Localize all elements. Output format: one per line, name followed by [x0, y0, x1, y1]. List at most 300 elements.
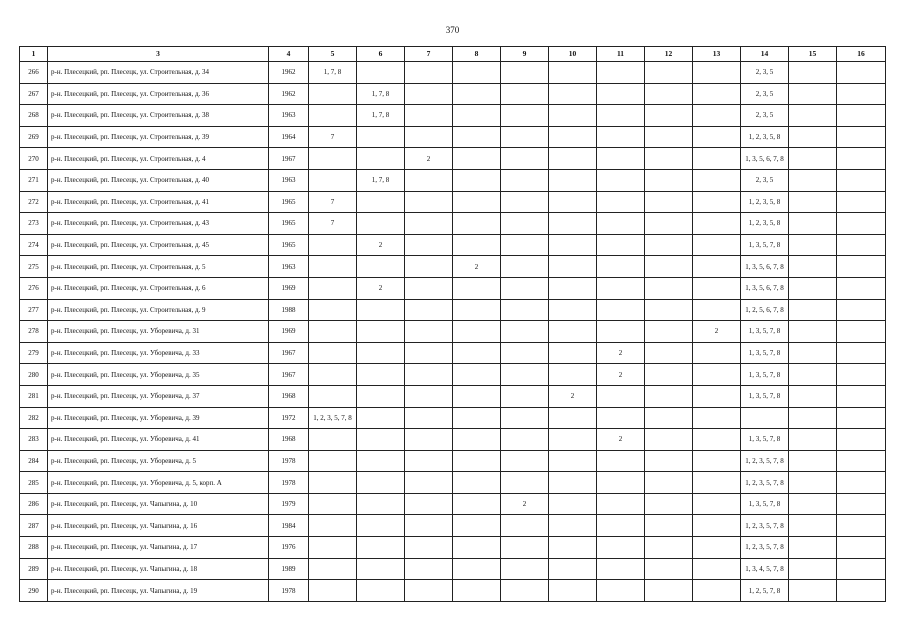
table-cell: [837, 493, 886, 515]
table-cell: [501, 342, 549, 364]
table-row: [20, 277, 886, 299]
table-cell: [837, 126, 886, 148]
table-cell: [357, 515, 405, 537]
table-cell: [309, 299, 357, 321]
table-cell: [501, 213, 549, 235]
table-cell: [645, 277, 693, 299]
table-cell: [645, 169, 693, 191]
address-cell: р-н. Плесецкий, рп. Плесецк, ул. Чапыгина, д. 10: [48, 493, 269, 515]
table-cell: 1963: [269, 169, 309, 191]
table-row: [20, 148, 886, 170]
table-cell: 1, 2, 3, 5, 7, 8: [741, 537, 789, 559]
table-cell: [645, 234, 693, 256]
table-cell: [789, 537, 837, 559]
table-cell: 1965: [269, 234, 309, 256]
table-cell: [405, 126, 453, 148]
table-cell: [597, 299, 645, 321]
table-cell: [453, 83, 501, 105]
table-cell: [405, 558, 453, 580]
table-cell: [597, 493, 645, 515]
table-cell: [501, 234, 549, 256]
table-cell: [549, 493, 597, 515]
address-cell: р-н. Плесецкий, рп. Плесецк, ул. Уборевича, д. 5: [48, 450, 269, 472]
address-cell: р-н. Плесецкий, рп. Плесецк, ул. Строительная, д. 4: [48, 148, 269, 170]
table-cell: 1967: [269, 364, 309, 386]
table-cell: [357, 148, 405, 170]
column-header: 6: [357, 47, 405, 62]
table-cell: 273: [20, 213, 48, 235]
table-cell: [405, 321, 453, 343]
table-cell: [645, 580, 693, 602]
table-cell: [453, 450, 501, 472]
address-cell: р-н. Плесецкий, рп. Плесецк, ул. Уборевича, д. 37: [48, 385, 269, 407]
table-cell: [549, 515, 597, 537]
table-cell: 1, 3, 5, 7, 8: [741, 429, 789, 451]
address-cell: р-н. Плесецкий, рп. Плесецк, ул. Уборевича, д. 31: [48, 321, 269, 343]
table-cell: [789, 299, 837, 321]
table-cell: [453, 126, 501, 148]
table-cell: 1, 7, 8: [309, 62, 357, 84]
table-cell: 7: [309, 126, 357, 148]
table-cell: [405, 191, 453, 213]
table-cell: 7: [309, 213, 357, 235]
table-cell: [645, 321, 693, 343]
table-cell: [693, 342, 741, 364]
table-row: [20, 321, 886, 343]
table-cell: [309, 493, 357, 515]
table-cell: [549, 580, 597, 602]
table-cell: [597, 213, 645, 235]
table-cell: [357, 321, 405, 343]
table-cell: [453, 537, 501, 559]
column-header: 9: [501, 47, 549, 62]
table-cell: [693, 537, 741, 559]
table-cell: [309, 385, 357, 407]
address-cell: р-н. Плесецкий, рп. Плесецк, ул. Строительная, д. 6: [48, 277, 269, 299]
table-row: [20, 169, 886, 191]
table-cell: [453, 429, 501, 451]
table-cell: [549, 558, 597, 580]
table-cell: [357, 407, 405, 429]
table-cell: 1962: [269, 83, 309, 105]
table-cell: [405, 450, 453, 472]
table-cell: [837, 277, 886, 299]
table-cell: 276: [20, 277, 48, 299]
table-cell: [501, 385, 549, 407]
table-cell: [645, 515, 693, 537]
table-cell: 1967: [269, 148, 309, 170]
table-cell: [405, 364, 453, 386]
table-cell: 1969: [269, 277, 309, 299]
table-cell: 7: [309, 191, 357, 213]
table-cell: 1, 2, 3, 5, 8: [741, 191, 789, 213]
table-cell: 277: [20, 299, 48, 321]
address-cell: р-н. Плесецкий, рп. Плесецк, ул. Чапыгина, д. 19: [48, 580, 269, 602]
table-body: [20, 62, 886, 602]
table-cell: 271: [20, 169, 48, 191]
table-cell: 1965: [269, 213, 309, 235]
address-cell: р-н. Плесецкий, рп. Плесецк, ул. Строительная, д. 41: [48, 191, 269, 213]
table-cell: [501, 321, 549, 343]
table-cell: [357, 364, 405, 386]
table-cell: [357, 256, 405, 278]
table-cell: [597, 385, 645, 407]
table-cell: [549, 299, 597, 321]
table-cell: [693, 580, 741, 602]
table-cell: 266: [20, 62, 48, 84]
address-cell: р-н. Плесецкий, рп. Плесецк, ул. Уборевича, д. 5, корп. А: [48, 472, 269, 494]
table-cell: 1978: [269, 450, 309, 472]
table-cell: [789, 126, 837, 148]
table-cell: [453, 493, 501, 515]
table-cell: [453, 558, 501, 580]
table-row: [20, 385, 886, 407]
table-cell: [597, 191, 645, 213]
table-cell: [357, 342, 405, 364]
table-cell: [357, 126, 405, 148]
column-header: 14: [741, 47, 789, 62]
table-cell: 1968: [269, 429, 309, 451]
table-cell: [309, 105, 357, 127]
table-cell: [549, 321, 597, 343]
address-cell: р-н. Плесецкий, рп. Плесецк, ул. Уборевича, д. 41: [48, 429, 269, 451]
table-cell: [357, 299, 405, 321]
column-header: 15: [789, 47, 837, 62]
table-cell: [645, 62, 693, 84]
table-cell: [357, 558, 405, 580]
table-cell: 280: [20, 364, 48, 386]
column-header: 11: [597, 47, 645, 62]
table-cell: [501, 191, 549, 213]
table-cell: 1, 2, 3, 5, 7, 8: [309, 407, 357, 429]
table-cell: [645, 493, 693, 515]
table-cell: [405, 169, 453, 191]
table-cell: [309, 321, 357, 343]
table-cell: [597, 580, 645, 602]
column-header: 16: [837, 47, 886, 62]
table-row: [20, 493, 886, 515]
table-cell: [549, 429, 597, 451]
table-cell: [645, 537, 693, 559]
table-cell: 1, 3, 5, 7, 8: [741, 493, 789, 515]
table-cell: [453, 213, 501, 235]
table-cell: [597, 537, 645, 559]
table-cell: [453, 515, 501, 537]
table-cell: [597, 83, 645, 105]
table-cell: [789, 364, 837, 386]
table-cell: 1, 3, 5, 7, 8: [741, 234, 789, 256]
table-cell: 2, 3, 5: [741, 83, 789, 105]
table-cell: [837, 62, 886, 84]
table-cell: [501, 256, 549, 278]
table-cell: 272: [20, 191, 48, 213]
table-cell: 290: [20, 580, 48, 602]
table-cell: [597, 234, 645, 256]
table-cell: [789, 342, 837, 364]
table-cell: [405, 62, 453, 84]
table-cell: [453, 472, 501, 494]
table-cell: [597, 407, 645, 429]
table-cell: 1, 3, 5, 7, 8: [741, 364, 789, 386]
table-cell: 288: [20, 537, 48, 559]
table-cell: 1979: [269, 493, 309, 515]
column-header: 4: [269, 47, 309, 62]
table-cell: [405, 83, 453, 105]
table-cell: [309, 277, 357, 299]
table-cell: 2: [357, 277, 405, 299]
table-cell: 1, 2, 5, 7, 8: [741, 580, 789, 602]
table-cell: [693, 558, 741, 580]
table-cell: [693, 213, 741, 235]
table-cell: 282: [20, 407, 48, 429]
table-cell: 1, 7, 8: [357, 83, 405, 105]
table-cell: [309, 558, 357, 580]
buildings-table: [19, 46, 886, 602]
table-cell: [693, 277, 741, 299]
table-cell: [501, 364, 549, 386]
table-cell: [789, 62, 837, 84]
table-cell: [549, 450, 597, 472]
table-cell: [549, 472, 597, 494]
table-cell: 289: [20, 558, 48, 580]
table-cell: 274: [20, 234, 48, 256]
table-cell: [549, 256, 597, 278]
address-cell: р-н. Плесецкий, рп. Плесецк, ул. Строительная, д. 36: [48, 83, 269, 105]
table-cell: [501, 62, 549, 84]
table-cell: [453, 580, 501, 602]
table-cell: 1969: [269, 321, 309, 343]
table-cell: [549, 277, 597, 299]
table-cell: [405, 299, 453, 321]
table-row: [20, 213, 886, 235]
table-cell: 287: [20, 515, 48, 537]
table-cell: 278: [20, 321, 48, 343]
table-cell: [405, 105, 453, 127]
table-cell: [789, 580, 837, 602]
table-cell: [597, 277, 645, 299]
table-cell: [597, 472, 645, 494]
table-cell: [597, 558, 645, 580]
table-cell: [405, 472, 453, 494]
column-header: 7: [405, 47, 453, 62]
table-cell: [693, 515, 741, 537]
table-cell: [357, 537, 405, 559]
column-header: 5: [309, 47, 357, 62]
table-cell: [309, 537, 357, 559]
table-cell: [789, 83, 837, 105]
table-cell: [837, 407, 886, 429]
table-cell: [693, 429, 741, 451]
table-cell: 267: [20, 83, 48, 105]
table-cell: [357, 429, 405, 451]
column-header: 12: [645, 47, 693, 62]
table-cell: 269: [20, 126, 48, 148]
table-cell: [645, 126, 693, 148]
column-header: 8: [453, 47, 501, 62]
table-row: [20, 407, 886, 429]
table-cell: [453, 364, 501, 386]
table-cell: 275: [20, 256, 48, 278]
table-cell: [837, 213, 886, 235]
table-cell: [789, 515, 837, 537]
table-cell: [693, 148, 741, 170]
table-cell: [549, 83, 597, 105]
table-row: [20, 450, 886, 472]
table-cell: 1, 3, 5, 7, 8: [741, 385, 789, 407]
table-cell: 2: [405, 148, 453, 170]
table-cell: [357, 385, 405, 407]
address-cell: р-н. Плесецкий, рп. Плесецк, ул. Строительная, д. 38: [48, 105, 269, 127]
table-cell: [501, 407, 549, 429]
page-number: 370: [445, 25, 460, 35]
table-cell: [645, 429, 693, 451]
table-cell: 1, 3, 5, 7, 8: [741, 321, 789, 343]
table-cell: 1963: [269, 256, 309, 278]
table-cell: [357, 191, 405, 213]
table-cell: [693, 450, 741, 472]
column-header: 3: [48, 47, 269, 62]
table-cell: [453, 385, 501, 407]
table-cell: [501, 580, 549, 602]
address-cell: р-н. Плесецкий, рп. Плесецк, ул. Строительная, д. 43: [48, 213, 269, 235]
table-cell: 2: [597, 364, 645, 386]
table-cell: [501, 299, 549, 321]
table-cell: [357, 450, 405, 472]
table-cell: 1968: [269, 385, 309, 407]
table-cell: [453, 407, 501, 429]
table-cell: [693, 493, 741, 515]
address-cell: р-н. Плесецкий, рп. Плесецк, ул. Уборевича, д. 35: [48, 364, 269, 386]
table-cell: [597, 148, 645, 170]
table-cell: [597, 515, 645, 537]
table-cell: [789, 256, 837, 278]
table-cell: [309, 169, 357, 191]
table-cell: [645, 558, 693, 580]
table-cell: [789, 234, 837, 256]
table-cell: 1989: [269, 558, 309, 580]
table-cell: [789, 558, 837, 580]
column-header: 1: [20, 47, 48, 62]
table-cell: 1, 3, 5, 6, 7, 8: [741, 277, 789, 299]
table-cell: [309, 364, 357, 386]
table-cell: 1978: [269, 580, 309, 602]
table-cell: [405, 580, 453, 602]
table-cell: [405, 429, 453, 451]
table-cell: [597, 126, 645, 148]
table-cell: [405, 213, 453, 235]
table-cell: [309, 256, 357, 278]
table-cell: 1, 3, 4, 5, 7, 8: [741, 558, 789, 580]
table-cell: [309, 450, 357, 472]
table-cell: [789, 493, 837, 515]
table-cell: [837, 321, 886, 343]
table-cell: [645, 299, 693, 321]
table-cell: [789, 321, 837, 343]
address-cell: р-н. Плесецкий, рп. Плесецк, ул. Чапыгина, д. 18: [48, 558, 269, 580]
table-cell: [693, 126, 741, 148]
table-cell: [501, 277, 549, 299]
table-cell: [549, 148, 597, 170]
table-cell: [309, 342, 357, 364]
table-cell: 2, 3, 5: [741, 62, 789, 84]
table-cell: [789, 105, 837, 127]
table-cell: [597, 321, 645, 343]
table-cell: 2, 3, 5: [741, 169, 789, 191]
table-cell: 2: [597, 342, 645, 364]
table-cell: 1, 3, 5, 7, 8: [741, 342, 789, 364]
table-cell: [789, 148, 837, 170]
table-cell: [309, 580, 357, 602]
table-cell: [693, 105, 741, 127]
table-cell: 2, 3, 5: [741, 105, 789, 127]
table-cell: [837, 105, 886, 127]
table-cell: 1965: [269, 191, 309, 213]
address-cell: р-н. Плесецкий, рп. Плесецк, ул. Строительная, д. 45: [48, 234, 269, 256]
table-cell: [837, 299, 886, 321]
table-cell: 2: [693, 321, 741, 343]
table-cell: [837, 515, 886, 537]
table-cell: [501, 105, 549, 127]
table-cell: [405, 234, 453, 256]
address-cell: р-н. Плесецкий, рп. Плесецк, ул. Чапыгина, д. 17: [48, 537, 269, 559]
table-cell: [837, 580, 886, 602]
table-cell: 1, 2, 3, 5, 7, 8: [741, 472, 789, 494]
table-cell: [645, 342, 693, 364]
table-cell: [645, 407, 693, 429]
table-cell: [501, 169, 549, 191]
table-cell: 283: [20, 429, 48, 451]
table-cell: [549, 126, 597, 148]
table-cell: [549, 364, 597, 386]
address-cell: р-н. Плесецкий, рп. Плесецк, ул. Уборевича, д. 33: [48, 342, 269, 364]
table-cell: [501, 83, 549, 105]
table-cell: [597, 105, 645, 127]
table-cell: 279: [20, 342, 48, 364]
table-cell: [597, 62, 645, 84]
table-cell: [357, 213, 405, 235]
table-row: [20, 191, 886, 213]
table-cell: [645, 256, 693, 278]
table-cell: [501, 472, 549, 494]
table-cell: [693, 299, 741, 321]
table-cell: 1, 2, 3, 5, 8: [741, 213, 789, 235]
table-cell: [549, 191, 597, 213]
table-row: [20, 342, 886, 364]
table-row: [20, 299, 886, 321]
table-cell: [501, 450, 549, 472]
table-cell: [693, 472, 741, 494]
table-cell: [837, 256, 886, 278]
address-cell: р-н. Плесецкий, рп. Плесецк, ул. Строительная, д. 9: [48, 299, 269, 321]
table-cell: [357, 580, 405, 602]
table-cell: 1964: [269, 126, 309, 148]
address-cell: р-н. Плесецкий, рп. Плесецк, ул. Строительная, д. 39: [48, 126, 269, 148]
table-cell: 1972: [269, 407, 309, 429]
table-cell: [405, 407, 453, 429]
table-cell: [549, 169, 597, 191]
table-cell: [357, 472, 405, 494]
table-cell: [693, 364, 741, 386]
table-cell: [837, 364, 886, 386]
table-cell: [693, 191, 741, 213]
address-cell: р-н. Плесецкий, рп. Плесецк, ул. Строительная, д. 34: [48, 62, 269, 84]
table-cell: [405, 385, 453, 407]
table-cell: [645, 191, 693, 213]
table-cell: [693, 169, 741, 191]
table-cell: [645, 364, 693, 386]
table-cell: [549, 342, 597, 364]
address-cell: р-н. Плесецкий, рп. Плесецк, ул. Чапыгина, д. 16: [48, 515, 269, 537]
